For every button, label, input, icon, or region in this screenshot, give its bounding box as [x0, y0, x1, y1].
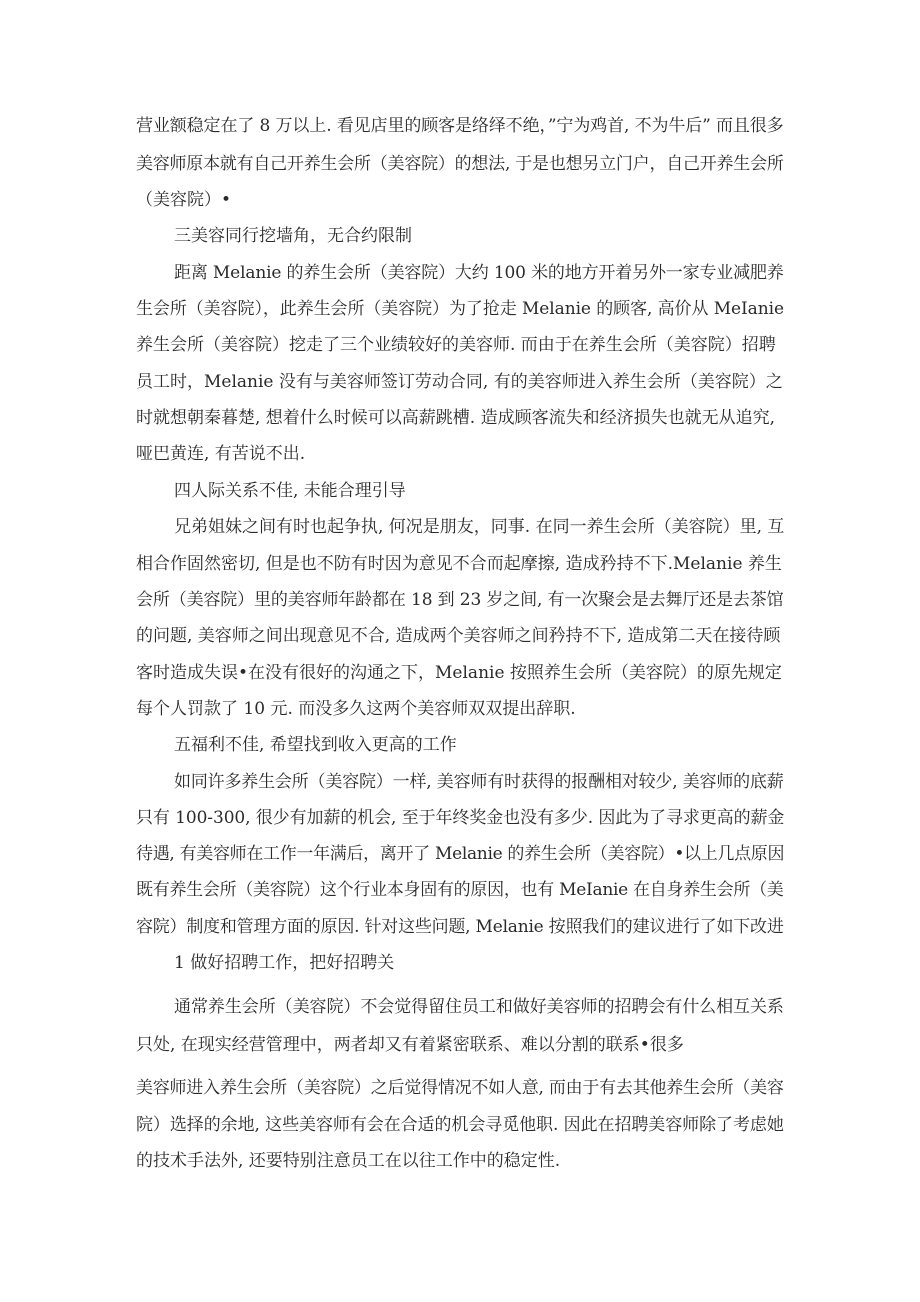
- paragraph-line: 距离 Melanie 的养生会所（美容院）大约 100 米的地方开着另外一家专业减肥养: [174, 263, 784, 283]
- paragraph-line: 每个人罚款了 10 元. 而没多久这两个美容师双双提出辞职.: [136, 699, 576, 719]
- paragraph-line: 美容师进入养生会所（美容院）之后觉得情况不如人意, 而由于有去其他养生会所（美容: [136, 1078, 784, 1098]
- paragraph-line: 院）选择的余地, 这些美容师有会在合适的机会寻觅他职. 因此在招聘美容师除了考虑她: [136, 1115, 784, 1135]
- paragraph-line: 生会所（美容院），此养生会所（美容院）为了抢走 Melanie 的顾客, 高价从 MeIanie: [136, 299, 784, 319]
- paragraph-line: 时就想朝秦暮楚, 想着什么时候可以高薪跳槽. 造成顾客流失和经济损失也就无从追究,: [136, 408, 776, 428]
- paragraph-line: 容院）制度和管理方面的原因. 针对这些问题, Melanie 按照我们的建议进行了如下改进: [136, 917, 784, 937]
- paragraph-line: 会所（美容院）里的美容师年龄都在 18 到 23 岁之间, 有一次聚会是去舞厅还是去茶馆: [136, 590, 784, 610]
- paragraph-line: 通常养生会所（美容院）不会觉得留住员工和做好美容师的招聘会有什么相互关系: [174, 997, 784, 1017]
- paragraph-line: 如同许多养生会所（美容院）一样, 美容师有时获得的报酬相对较少, 美容师的底薪: [174, 772, 784, 792]
- paragraph-line: 既有养生会所（美容院）这个行业本身固有的原因，也有 MeIanie 在自身养生会所（美: [136, 880, 784, 900]
- section-heading: 五福利不佳, 希望找到收入更高的工作: [174, 735, 457, 755]
- paragraph-line: 美容师原本就有自己开养生会所（美容院）的想法, 于是也想另立门户，自己开养生会所: [136, 154, 784, 174]
- paragraph-line: 的问题, 美容师之间出现意见不合, 造成两个美容师之间矜持不下, 造成第二天在接待顾: [136, 626, 781, 646]
- paragraph-line: 养生会所（美容院）挖走了三个业绩较好的美容师. 而由于在养生会所（美容院）招聘: [136, 335, 776, 355]
- paragraph-line: 的技术手法外, 还要特别注意员工在以往工作中的稳定性.: [136, 1151, 561, 1171]
- paragraph-line: 营业额稳定在了 8 万以上. 看见店里的顾客是络绎不绝，”宁为鸡首, 不为牛后” 而且很多: [136, 116, 784, 136]
- paragraph-line: 员工时，Melanie 没有与美容师签订劳动合同, 有的美容师进入养生会所（美容院）之: [136, 372, 783, 392]
- paragraph-line: 相合作固然密切, 但是也不防有时因为意见不合而起摩擦, 造成矜持不下.Melanie 养生: [136, 554, 782, 574]
- paragraph-line: 只有 100-300, 很少有加薪的机会, 至于年终奖金也没有多少. 因此为了寻求更高的薪金: [136, 808, 785, 828]
- paragraph-line: 待遇, 有美容师在工作一年满后，离开了 Melanie 的养生会所（美容院）•以上几点原因: [136, 844, 785, 864]
- section-heading: 1 做好招聘工作，把好招聘关: [174, 953, 395, 973]
- paragraph-line: 兄弟姐妹之间有时也起争执, 何况是朋友，同事. 在同一养生会所（美容院）里, 互: [174, 517, 785, 537]
- section-heading: 三美容同行挖墙角，无合约限制: [174, 226, 412, 246]
- section-heading: 四人际关系不佳, 未能合理引导: [174, 481, 406, 501]
- paragraph-line: 客时造成失误•在没有很好的沟通之下，Melanie 按照养生会所（美容院）的原先规定: [136, 663, 782, 683]
- paragraph-line: 只处, 在现实经营管理中，两者却又有着紧密联系、难以分割的联系•很多: [136, 1035, 684, 1055]
- paragraph-line: （美容院）•: [136, 190, 232, 210]
- paragraph-line: 哑巴黄连, 有苦说不出.: [136, 444, 306, 464]
